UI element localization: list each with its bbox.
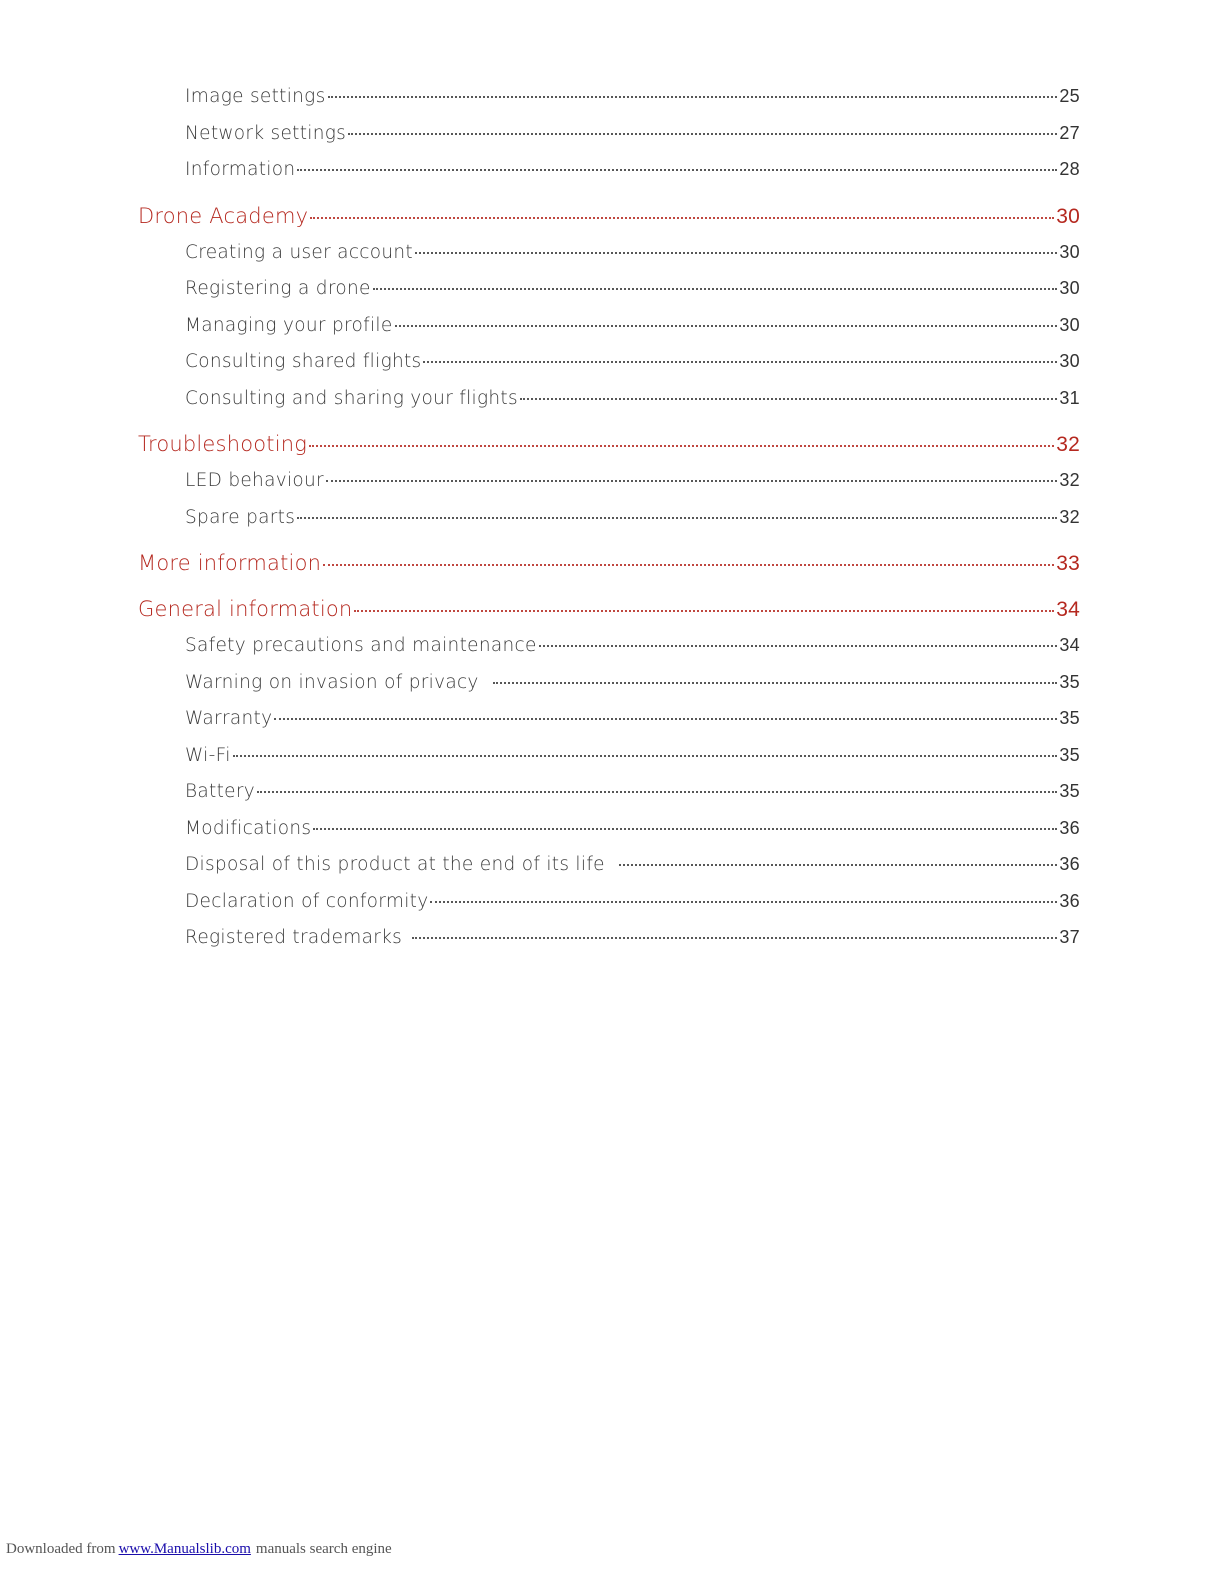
toc-section-troubleshooting[interactable] (138, 432, 1080, 470)
toc-entry-page: 27 (1059, 122, 1080, 143)
toc-entry-warranty[interactable] (138, 708, 1080, 745)
footer-suffix: manuals search engine (255, 1541, 392, 1557)
dot-leader (328, 96, 1058, 98)
toc-entry-information[interactable] (138, 159, 1080, 196)
dot-leader (520, 398, 1057, 400)
dot-leader (619, 864, 1058, 866)
toc-section-more-information[interactable] (138, 551, 1080, 589)
toc-entry-page: 34 (1059, 635, 1080, 655)
dot-leader (348, 133, 1057, 135)
toc-entry-page: 36 (1059, 890, 1080, 911)
toc-entry-title: Spare parts (185, 506, 296, 528)
dot-leader (354, 610, 1054, 612)
toc-entry-title: Registering a drone (185, 278, 371, 299)
footer-prefix: Downloaded from (6, 1541, 116, 1557)
manualslib-link[interactable]: www.Manualslib.com (118, 1541, 251, 1557)
dot-leader (493, 682, 1058, 684)
toc-entry-creating-user-account[interactable] (138, 242, 1080, 279)
toc-entry-title: Registered trademarks (185, 927, 403, 948)
toc-entry-title: LED behaviour (185, 470, 324, 491)
toc-section-drone-academy[interactable] (138, 204, 1080, 242)
toc-entry-title: Creating a user account (185, 241, 413, 263)
toc-entry-page: 31 (1059, 387, 1080, 408)
toc-entry-disposal[interactable] (138, 854, 1080, 891)
toc-entry-title: Network settings (185, 122, 347, 144)
toc-entry-title: Declaration of conformity (185, 890, 429, 912)
toc-entry-page: 30 (1059, 241, 1080, 262)
toc-entry-title: Safety precautions and maintenance (185, 635, 537, 656)
toc-entry-title: Managing your profile (185, 314, 393, 336)
dot-leader (539, 645, 1058, 647)
dot-leader (423, 361, 1057, 363)
table-of-contents (138, 86, 1080, 964)
dot-leader (323, 564, 1054, 566)
toc-section-page: 32 (1056, 433, 1080, 456)
dot-leader (415, 252, 1057, 254)
toc-entry-title: Consulting shared flights (185, 351, 422, 372)
toc-entry-wifi[interactable] (138, 745, 1080, 782)
toc-entry-page: 36 (1059, 854, 1080, 874)
dot-leader (373, 288, 1058, 290)
toc-entry-page: 35 (1059, 671, 1080, 692)
toc-entry-title: Consulting and sharing your flights (185, 387, 518, 409)
toc-entry-managing-profile[interactable] (138, 315, 1080, 352)
toc-section-title: General information (138, 597, 353, 621)
toc-entry-consulting-shared-flights[interactable] (138, 351, 1080, 388)
toc-entry-title: Warning on invasion of privacy (185, 671, 479, 693)
toc-section-title: Drone Academy (138, 203, 309, 228)
toc-entry-page: 37 (1059, 927, 1080, 947)
toc-section-general-information[interactable] (138, 597, 1080, 635)
dot-leader (297, 169, 1057, 171)
toc-entry-registered-trademarks[interactable] (138, 927, 1080, 964)
dot-leader (430, 901, 1057, 903)
download-footer (6, 1541, 392, 1558)
toc-entry-page: 35 (1059, 708, 1080, 728)
toc-entry-spare-parts[interactable] (138, 507, 1080, 544)
toc-entry-page: 35 (1059, 781, 1080, 801)
toc-entry-page: 30 (1059, 351, 1080, 371)
dot-leader (309, 445, 1054, 447)
dot-leader (310, 217, 1054, 219)
dot-leader (274, 718, 1057, 720)
toc-entry-title: Image settings (185, 86, 326, 107)
toc-section-title: Troubleshooting (138, 432, 308, 456)
toc-section-title: More information (138, 551, 322, 575)
toc-entry-title: Battery (185, 781, 255, 802)
dot-leader (395, 325, 1058, 327)
toc-section-page: 30 (1056, 204, 1080, 228)
toc-section-page: 33 (1056, 552, 1080, 575)
toc-entry-battery[interactable] (138, 781, 1080, 818)
toc-entry-title: Information (185, 159, 296, 180)
toc-entry-network-settings[interactable] (138, 123, 1080, 160)
toc-entry-safety-precautions[interactable] (138, 635, 1080, 672)
toc-entry-page: 30 (1059, 314, 1080, 335)
toc-entry-privacy-warning[interactable] (138, 672, 1080, 709)
toc-entry-led-behaviour[interactable] (138, 470, 1080, 507)
toc-entry-page: 35 (1059, 744, 1080, 765)
toc-entry-title: Modifications (185, 817, 312, 839)
dot-leader (412, 937, 1057, 939)
toc-entry-title: Wi-Fi (185, 744, 231, 766)
toc-entry-page: 25 (1059, 86, 1080, 106)
dot-leader (257, 791, 1057, 793)
toc-section-page: 34 (1056, 598, 1080, 621)
toc-entry-title: Warranty (185, 708, 273, 729)
toc-entry-page: 32 (1059, 470, 1080, 490)
toc-entry-registering-drone[interactable] (138, 278, 1080, 315)
toc-entry-page: 28 (1059, 159, 1080, 179)
dot-leader (326, 480, 1057, 482)
dot-leader (297, 517, 1057, 519)
toc-entry-modifications[interactable] (138, 818, 1080, 855)
toc-entry-consulting-sharing-flights[interactable] (138, 388, 1080, 425)
dot-leader (313, 828, 1057, 830)
toc-entry-page: 32 (1059, 506, 1080, 527)
toc-entry-page: 36 (1059, 817, 1080, 838)
toc-entry-image-settings[interactable] (138, 86, 1080, 123)
toc-entry-declaration-of-conformity[interactable] (138, 891, 1080, 928)
toc-entry-title: Disposal of this product at the end of its life (185, 854, 605, 875)
toc-entry-page: 30 (1059, 278, 1080, 298)
dot-leader (233, 755, 1058, 757)
